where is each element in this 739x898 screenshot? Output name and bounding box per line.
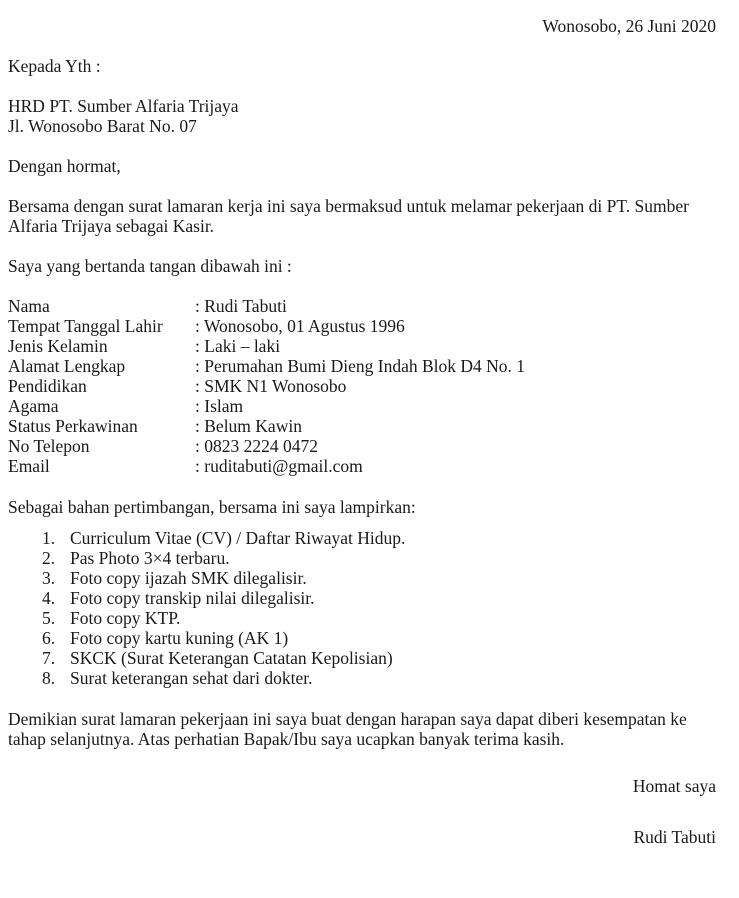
list-item: SKCK (Surat Keterangan Catatan Kepolisian)	[70, 648, 393, 668]
table-row	[8, 316, 525, 336]
bio-separator: :	[195, 376, 200, 396]
bio-separator: :	[195, 436, 200, 456]
bio-separator: :	[195, 396, 200, 416]
list-item: Pas Photo 3×4 terbaru.	[70, 548, 230, 568]
list-item: Foto copy kartu kuning (AK 1)	[70, 628, 289, 648]
bio-separator: :	[195, 356, 200, 376]
signature-name: Rudi Tabuti	[633, 827, 716, 847]
bio-separator: :	[195, 336, 200, 356]
greeting: Dengan hormat,	[8, 156, 121, 176]
list-item: Foto copy transkip nilai dilegalisir.	[70, 588, 315, 608]
bio-label: Nama	[8, 296, 50, 316]
table-row	[8, 396, 525, 416]
bio-value-text: Belum Kawin	[204, 416, 302, 436]
table-row	[8, 336, 525, 356]
bio-separator: :	[195, 296, 200, 316]
table-row	[8, 436, 525, 456]
bio-value	[195, 416, 525, 436]
bio-value-text: Laki – laki	[204, 336, 281, 356]
table-row	[8, 376, 525, 396]
bio-value-text: Islam	[204, 396, 244, 416]
bio-value-text: Wonosobo, 01 Agustus 1996	[203, 316, 405, 336]
bio-separator: :	[195, 316, 200, 336]
closing-paragraph: Demikian surat lamaran pekerjaan ini saya buat dengan harapan saya dapat diberi kesempatan ke tahap selanjutnya. Atas perhatian Bapak/Ibu saya ucapkan banyak terima kasih.	[8, 709, 687, 749]
bio-intro: Saya yang bertanda tangan dibawah ini :	[8, 256, 292, 276]
recipient-line-company: HRD PT. Sumber Alfaria Trijaya	[8, 96, 239, 116]
sign-off: Homat saya	[632, 776, 716, 796]
bio-value-text: 0823 2224 0472	[204, 436, 318, 456]
list-item: Foto copy ijazah SMK dilegalisir.	[70, 568, 307, 588]
attachments-intro: Sebagai bahan pertimbangan, bersama ini saya lampirkan:	[8, 497, 416, 517]
bio-label: Jenis Kelamin	[8, 336, 108, 356]
bio-label: Agama	[8, 396, 59, 416]
bio-separator: :	[195, 456, 200, 476]
date-line: Wonosobo, 26 Juni 2020	[542, 16, 716, 36]
bio-value	[195, 456, 525, 476]
bio-separator: :	[195, 416, 200, 436]
bio-label: No Telepon	[8, 436, 90, 456]
recipient-line-street: Jl. Wonosobo Barat No. 07	[8, 116, 197, 136]
recipient-salutation: Kepada Yth :	[8, 56, 101, 76]
bio-value	[195, 316, 525, 336]
list-item: Foto copy KTP.	[70, 608, 181, 628]
bio-value-text: Perumahan Bumi Dieng Indah Blok D4 No. 1	[204, 356, 526, 376]
bio-value	[195, 376, 525, 396]
bio-value	[195, 396, 525, 416]
bio-label: Status Perkawinan	[8, 416, 138, 436]
bio-label: Pendidikan	[8, 376, 87, 396]
attachments-list	[8, 528, 723, 688]
table-row	[8, 456, 525, 476]
bio-value-text: ruditabuti@gmail.com	[204, 456, 363, 476]
list-item: Surat keterangan sehat dari dokter.	[70, 668, 313, 688]
bio-value	[195, 336, 525, 356]
recipient-address	[8, 96, 723, 136]
biodata-table	[8, 296, 525, 476]
intro-paragraph: Bersama dengan surat lamaran kerja ini saya bermaksud untuk melamar pekerjaan di PT. Sumber Alfaria Trijaya sebagai Kasir.	[8, 196, 689, 236]
bio-label: Alamat Lengkap	[8, 356, 126, 376]
bio-label: Email	[8, 456, 50, 476]
table-row	[8, 416, 525, 436]
bio-value-text: SMK N1 Wonosobo	[204, 376, 347, 396]
bio-value	[195, 356, 525, 376]
bio-value	[195, 296, 525, 316]
bio-value-text: Rudi Tabuti	[204, 296, 287, 316]
table-row	[8, 356, 525, 376]
bio-label: Tempat Tanggal Lahir	[8, 316, 163, 336]
list-item: Curriculum Vitae (CV) / Daftar Riwayat Hidup.	[70, 528, 406, 548]
bio-value	[195, 436, 525, 456]
table-row	[8, 296, 525, 316]
